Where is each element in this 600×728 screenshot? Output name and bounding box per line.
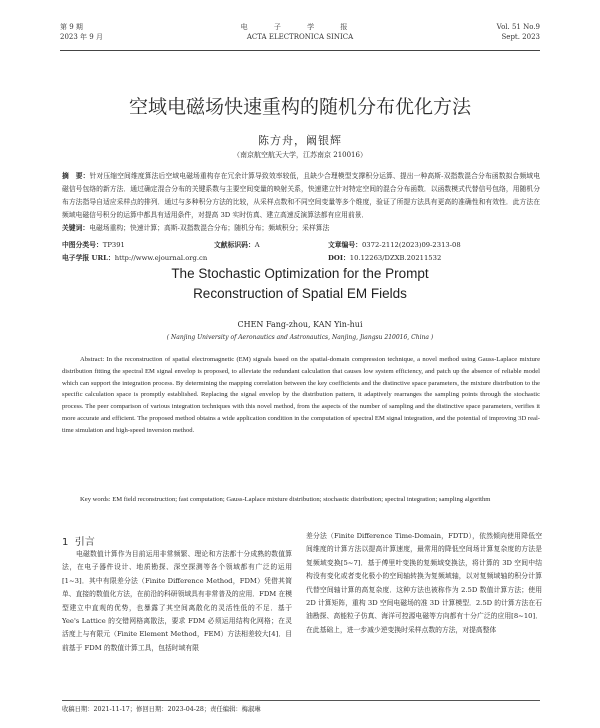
keywords-cn-text: 电磁场重构；快速计算；高斯-双指数混合分布；随机分布；频域积分；采样算法 [89,224,330,232]
body-right-text: 差分法（Finite Difference Time-Domain，FDTD），依然倾向使用降低空间维度的计算方法以提高计算速度，最常用的降低空间场计算复杂度的方法是复频域变换[5~7]．基于傅里叶变换的复频域变换法，将计算的 3D 空间中结构没有变化或者变化极小的空间轴转换为复频域轴，以对复频域轴的积分计算代替空间轴计算的高复杂度．这种方法也被称作为 2.5D 数值计算方法；使用 2D 计算矩阵，重构 3D 空间电磁场的准 3D 计算模型．2.5D 的计算方法在石油勘探、高能粒子仿真、海洋可控源电磁等方向都有十分广泛的应用[8~10]．在此基础上，进一步减少逆变换时采样点数的方法，对提高整体 [306,532,542,634]
authors-en: CHEN Fang-zhou, KAN Yin-hui [237,320,363,329]
header-right [497,22,540,42]
affiliation-en: ( Nanjing University of Aeronautics and Astronautics, Nanjing, Jiangsu 210016, China ) [166,334,434,341]
journal-url[interactable]: http://www.ejournal.org.cn [114,254,208,262]
volume-number: Vol. 51 No.9 [496,23,540,31]
url-label: 电子学报 URL： [62,254,115,262]
keywords-cn-label: 关键词： [62,224,90,232]
abstract-cn-text: 针对压缩空间维度算法后空域电磁场重构存在冗余计算导致效率较低，且缺少合理模型支撑积分运算、提出一种高斯-双指数混合分布函数拟合频域电磁信号包络的新方法．通过确定混合分布的关键系数与主要空间变量的映射关系，快速建立针对特定空间的混合分布函数．以函数模式代替信号包络，用随机分布方法指导自适应采样点的排列．通过与多种积分方法的比较，从采样点数和不同空间变量等多个维度，验证了所提方法具有更高的准确性和有效性．此方法在频域电磁信号积分的运算中都具有适用条件，对提高 3D 实时仿真、建立高速反演算法都有应用前景． [62,172,540,219]
paper-title-en-line2: Reconstruction of Spatial EM Fields [193,286,407,301]
abstract-en-label: Abstract: [80,356,105,363]
affiliation-cn: （南京航空航天大学，江苏南京 210016） [233,151,367,159]
issue-number: 第 9 期 [60,23,83,31]
abstract-cn [62,170,540,235]
journal-name-cn: 电 子 学 报 [240,23,360,31]
doi-link[interactable]: 10.12263/DZXB.20211532 [349,254,442,262]
section-heading [62,533,95,548]
doi-label: DOI： [328,254,350,262]
body-left-text: 电磁数值计算作为目前运用非常频繁、理论和方法都十分成熟的数值算法，在电子器件设计、地质勘探、深空探测等各个领域都有广泛的运用[1~3]．其中有限差分法（Finite Difference Method，FDM）凭借其简单、直接的数值化方法，在前沿的科研领域具有非常普及的应用．FDM 在模型建立中直观的优势，也暴露了其空间离散化的灵活性低的不足．基于 Yee's Lattice 的交错网格离散法，要求 FDM 必须运用结构化网格；在灵活度上与有限元（Finite Element Method，FEM）方法相差较大[4]．目前基于 FDM 的数值计算工具，包括时域有限 [62,550,292,652]
issue-date: 2023 年 9 月 [60,33,103,41]
abstract-en-text: In the reconstruction of spatial electromagnetic (EM) signals based on the spatial-domain compression technique, a novel method using Gauss-Laplace mixture distribution fitting the spectral EM signal envelop is proposed, to alleviate the redundant calculation that causes low system efficiency, and patch up the absence of reliable model which can support the integration process. By determining the mapping correlation between the key coefficients and the distinctive space parameters, the mixture distribution to the specific calculation space is promptly established. Replacing the signal envelop by the distribution pattern, it adaptively rearranges the sampling points through the stochastic process. The peer comparison of various integration techniques with this novel method, from the aspects of the number of sampling and the distinctive space parameters, verifies it more accurate and efficient. The proposed method obtains a wide application condition in the computation of spectral EM signal integration, and the potential of improving 3D real-time simulation and high-speed inversion method. [62,356,540,434]
doc-code-value: A [254,241,260,249]
authors-cn: 陈方舟，阚银辉 [258,134,342,147]
doc-code-label: 文献标识码： [214,241,255,249]
article-number-label: 文章编号： [328,241,362,249]
keywords-en [62,494,540,506]
section-number: 1 [62,537,69,548]
footnote: 收稿日期：2021-11-17；修回日期：2023-04-28；责任编辑：梅淑琳 [62,700,540,713]
section-title: 引言 [74,537,95,548]
journal-name-en: ACTA ELECTRONICA SINICA [246,33,354,41]
body-column-right [306,530,542,637]
abstract-cn-label: 摘 要： [62,172,90,180]
body-column-left [62,548,292,655]
paper-title-cn: 空域电磁场快速重构的随机分布优化方法 [128,96,471,118]
header-center [60,22,540,42]
keywords-en-label: Key words: [80,496,111,503]
abstract-en [62,354,540,437]
keywords-en-text: EM field reconstruction; fast computation; Gauss-Laplace mixture distribution; stochastic distribution; spectral integration; sampling algorithm [112,496,491,503]
issue-date-en: Sept. 2023 [501,33,540,41]
clc-label: 中图分类号： [62,241,103,249]
paper-title-en-line1: The Stochastic Optimization for the Prompt [171,266,429,281]
article-number-value: 0372-2112(2023)09-2313-08 [361,241,461,249]
page-header [60,8,540,51]
paper-title-en [0,264,600,304]
clc-value: TP391 [102,241,125,249]
